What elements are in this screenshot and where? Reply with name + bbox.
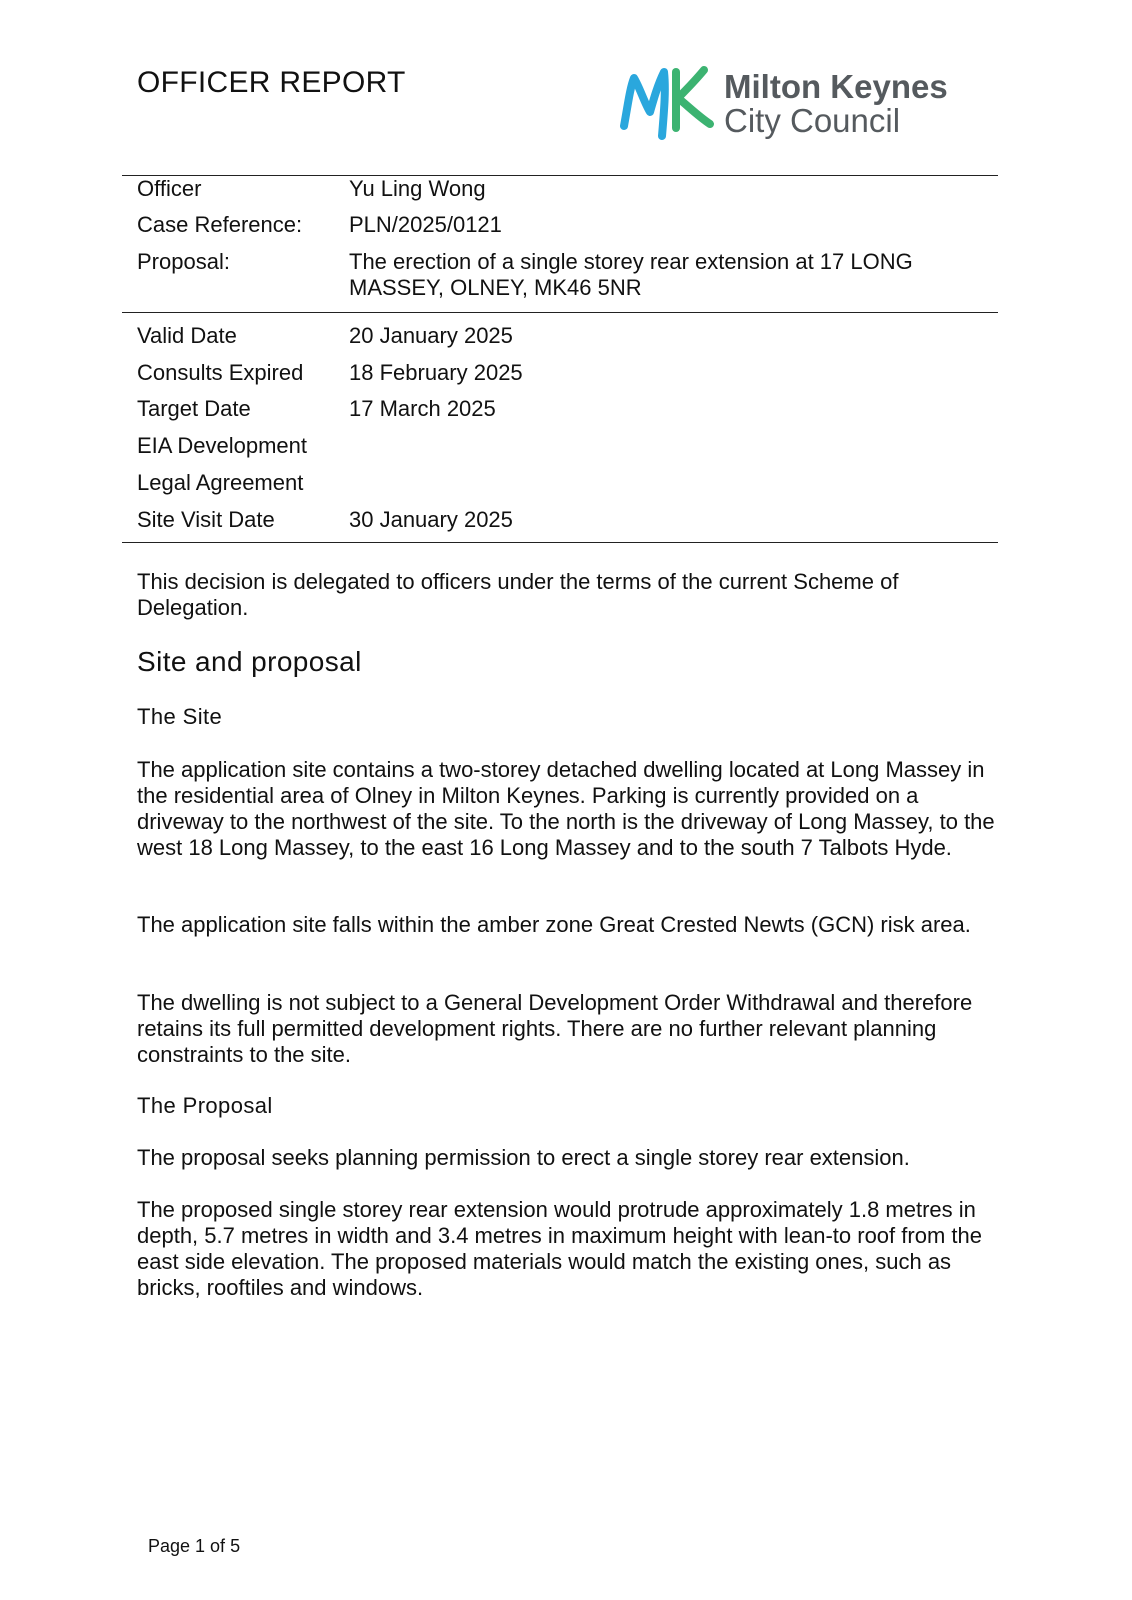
date-value: 20 January 2025	[349, 323, 513, 348]
site-paragraph: The application site falls within the amber zone Great Crested Newts (GCN) risk area.	[137, 912, 971, 937]
proposal-heading: The Proposal	[137, 1093, 273, 1118]
proposal-paragraph: The proposed single storey rear extension would protrude approximately 1.8 metres in depth, 5.7 metres in width and 3.4 metres in maximum height with lean-to roof from the east side elevation. The proposed materials would match the existing ones, such as bricks, rooftiles and windows.	[137, 1197, 982, 1300]
site-heading: The Site	[137, 704, 223, 729]
proposal-paragraph: The proposal seeks planning permission to erect a single storey rear extension.	[137, 1145, 910, 1170]
date-value: 30 January 2025	[349, 507, 513, 532]
mk-logo-icon	[618, 64, 718, 144]
section-heading: Site and proposal	[137, 646, 362, 677]
council-logo	[618, 64, 998, 144]
date-value: 17 March 2025	[349, 396, 496, 421]
detail-label: Officer	[137, 176, 202, 201]
date-value: 18 February 2025	[349, 360, 523, 385]
detail-label: Case Reference:	[137, 212, 303, 237]
site-paragraph: The application site contains a two-storey detached dwelling located at Long Massey in the residential area of Olney in Milton Keynes. Parking is currently provided on a driveway to the northwest of the site. To the north is the driveway of Long Massey, to the west 18 Long Massey, to the east 16 Long Massey and to the south 7 Talbots Hyde.	[137, 757, 995, 860]
detail-value: PLN/2025/0121	[349, 212, 502, 237]
date-label: Target Date	[137, 396, 251, 421]
site-paragraph: The dwelling is not subject to a General Development Order Withdrawal and therefore retains its full permitted development rights. There are no further relevant planning constraints to the site.	[137, 990, 973, 1067]
detail-value: The erection of a single storey rear extension at 17 LONG MASSEY, OLNEY, MK46 5NR	[349, 249, 913, 300]
divider-bottom	[122, 542, 998, 543]
divider-middle	[122, 312, 998, 313]
page-number: Page 1 of 5	[148, 1536, 241, 1556]
report-title: OFFICER REPORT	[137, 66, 406, 99]
date-label: Valid Date	[137, 323, 237, 348]
date-label: EIA Development	[137, 433, 307, 458]
detail-value: Yu Ling Wong	[349, 176, 486, 201]
date-label: Consults Expired	[137, 360, 304, 385]
logo-text-line2: City Council	[724, 102, 901, 139]
date-label: Legal Agreement	[137, 470, 304, 495]
logo-text-line1: Milton Keynes	[724, 68, 948, 105]
delegation-note: This decision is delegated to officers under the terms of the current Scheme of Delegation.	[137, 569, 899, 620]
detail-label: Proposal:	[137, 249, 230, 274]
date-label: Site Visit Date	[137, 507, 275, 532]
